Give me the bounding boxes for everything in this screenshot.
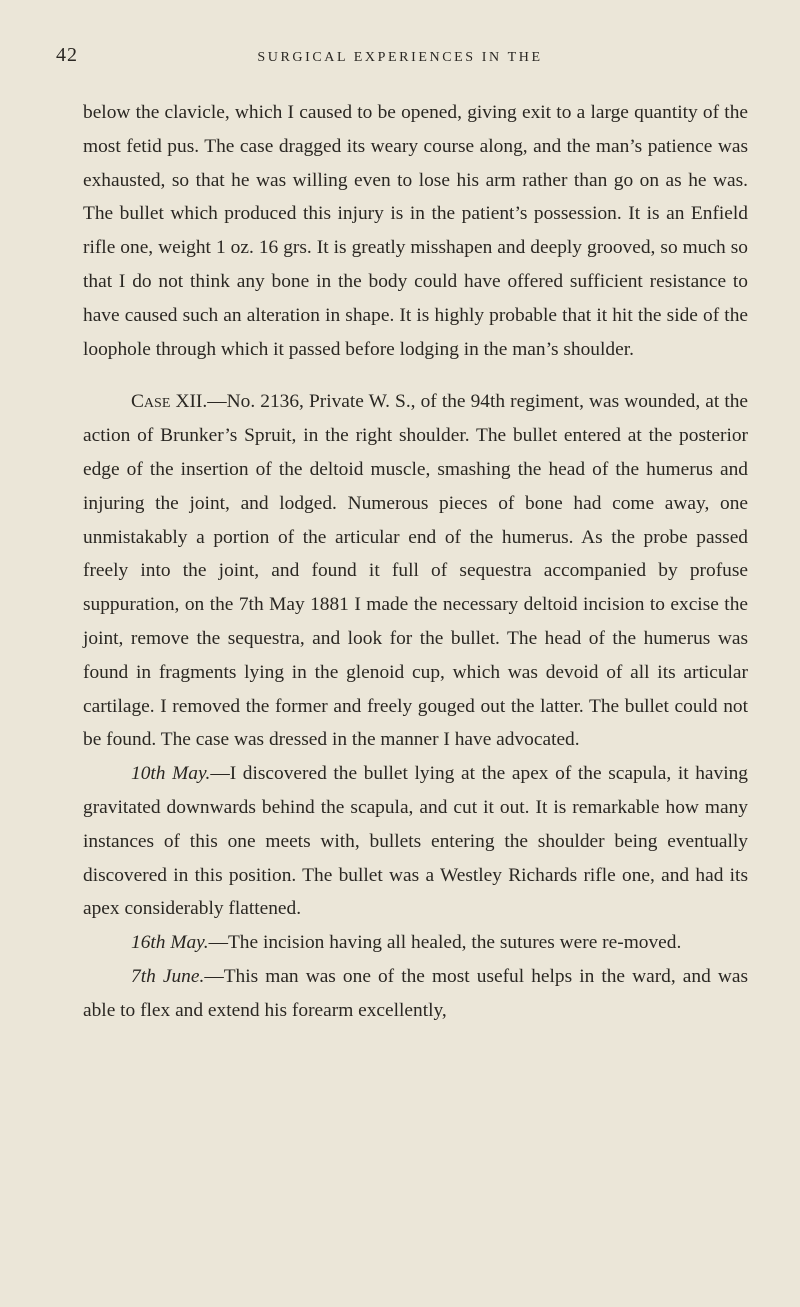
paragraph-10th-may	[83, 757, 748, 926]
page-number: 42	[56, 44, 78, 66]
paragraph-16th-may	[83, 926, 748, 960]
date-heading: 10th May.	[131, 763, 211, 785]
paragraph-case-xii	[83, 385, 748, 757]
date-heading: 7th June.	[131, 965, 205, 987]
paragraph-7th-june	[83, 960, 748, 1028]
paragraph-continuation	[83, 96, 748, 366]
page-body	[83, 96, 748, 1028]
page-header	[0, 44, 800, 74]
paragraph-text: —The incision having all healed, the sutures were re-moved.	[208, 932, 682, 954]
case-heading: Case XII.	[131, 391, 208, 413]
running-title: SURGICAL EXPERIENCES IN THE	[257, 50, 543, 65]
paragraph-text: —I discovered the bullet lying at the apex of the scapula, it having gravitated downwards behind the scapula, and cut it out. It is remarkable how many instances of this one meets with, bullets entering the shoulder being eventually discovered in this position. The bullet was a Westley Richards rifle one, and had its apex considerably flattened.	[83, 763, 748, 920]
date-heading: 16th May.	[131, 932, 209, 954]
paragraph-text: —This man was one of the most useful helps in the ward, and was able to flex and extend his forearm excellently,	[83, 965, 749, 1021]
paragraph-text: below the clavicle, which I caused to be opened, giving exit to a large quantity of the most fetid pus. The case dragged its weary course along, and the man’s patience was exhausted, so that he was willing even to lose his arm rather than go on as he was. The bullet which produced this injury is in the patient’s possession. It is an Enfield rifle one, weight 1 oz. 16 grs. It is greatly misshapen and deeply grooved, so much so that I do not think any bone in the body could have offered sufficient resistance to have caused such an alteration in shape. It is highly probable that it hit the side of the loophole through which it passed before lodging in the man’s shoulder.	[83, 102, 748, 360]
paragraph-text: —No. 2136, Private W. S., of the 94th regiment, was wounded, at the action of Brunker’s Spruit, in the right shoulder. The bullet entered at the posterior edge of the insertion of the deltoid muscle, smashing the head of the humerus and injuring the joint, and lodged. Numerous pieces of bone had come away, one unmistakably a portion of the articular end of the humerus. As the probe passed freely into the joint, and found it full of sequestra accompanied by profuse suppuration, on the 7th May 1881 I made the necessary deltoid incision to excise the joint, remove the sequestra, and look for the bullet. The head of the humerus was found in fragments lying in the glenoid cup, which was devoid of all its articular cartilage. I removed the former and freely gouged out the latter. The bullet could not be found. The case was dressed in the manner I have advocated.	[83, 391, 749, 751]
